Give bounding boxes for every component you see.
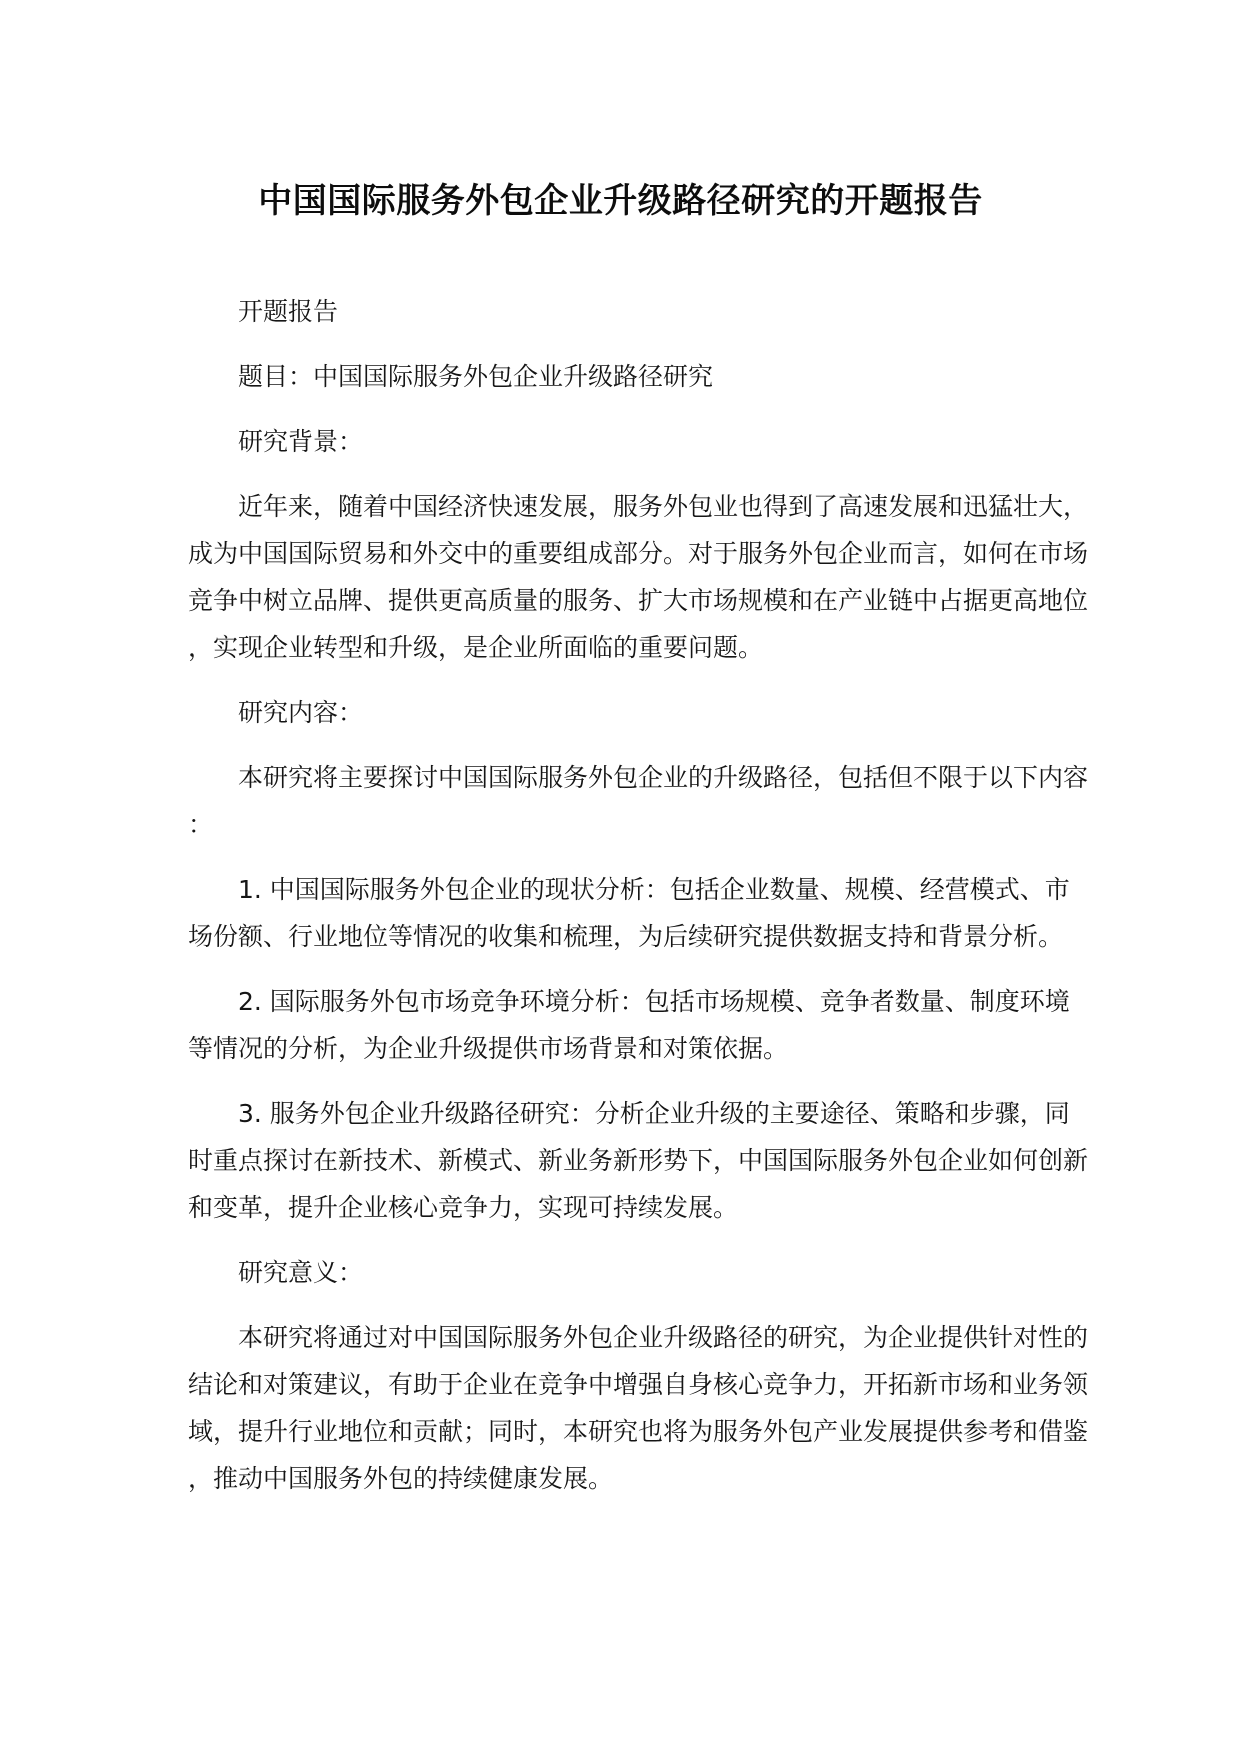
topic-line: 题目：中国国际服务外包企业升级路径研究 <box>238 362 714 391</box>
section-heading-background: 研究背景： <box>238 427 364 456</box>
report-label: 开题报告 <box>238 297 339 326</box>
content-item-1: 1. 中国国际服务外包企业的现状分析：包括企业数量、规模、经营模式、市场份额、行业地位等情况的收集和梳理，为后续研究提供数据支持和背景分析。 <box>188 875 1070 951</box>
background-paragraph: 近年来，随着中国经济快速发展，服务外包业也得到了高速发展和迅猛壮大，成为中国国际贸易和外交中的重要组成部分。对于服务外包企业而言，如何在市场竞争中树立品牌、提供更高质量的服务、扩大市场规模和在产业链中占据更高地位，实现企业转型和升级，是企业所面临的重要问题。 <box>188 492 1089 662</box>
section-heading-significance: 研究意义： <box>238 1258 364 1287</box>
section-heading-content: 研究内容： <box>238 698 364 727</box>
document-title: 中国国际服务外包企业升级路径研究的开题报告 <box>258 181 983 221</box>
significance-paragraph: 本研究将通过对中国国际服务外包企业升级路径的研究，为企业提供针对性的结论和对策建议，有助于企业在竞争中增强自身核心竞争力，开拓新市场和业务领域，提升行业地位和贡献；同时，本研究也将为服务外包产业发展提供参考和借鉴，推动中国服务外包的持续健康发展。 <box>188 1323 1089 1493</box>
content-item-2: 2. 国际服务外包市场竞争环境分析：包括市场规模、竞争者数量、制度环境等情况的分析，为企业升级提供市场背景和对策依据。 <box>188 987 1070 1063</box>
document-body <box>188 288 1088 1520</box>
content-intro-paragraph: 本研究将主要探讨中国国际服务外包企业的升级路径，包括但不限于以下内容： <box>188 763 1089 839</box>
content-item-3: 3. 服务外包企业升级路径研究：分析企业升级的主要途径、策略和步骤，同时重点探讨在新技术、新模式、新业务新形势下，中国国际服务外包企业如何创新和变革，提升企业核心竞争力，实现可持续发展。 <box>188 1099 1089 1222</box>
